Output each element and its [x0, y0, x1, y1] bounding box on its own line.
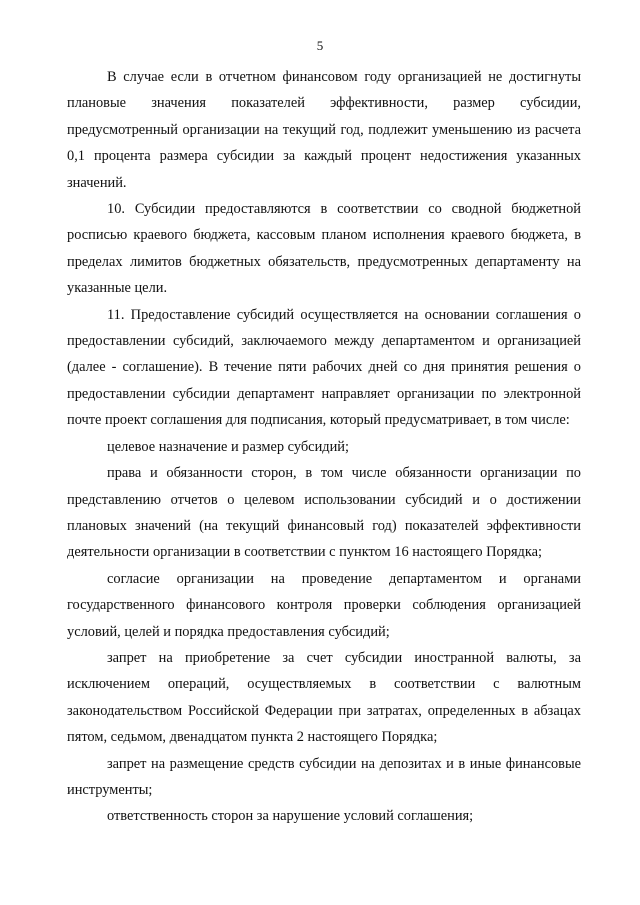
paragraph-audit-consent: согласие организации на проведение департаментом и органами государственного финансового контроля проверки соблюдения организацией условий, целей и порядка предоставления субсидий; — [67, 570, 581, 640]
paragraph-deposit-ban: запрет на размещение средств субсидии на депозитах и в иные финансовые инструменты; — [67, 755, 581, 798]
paragraph-currency-ban: запрет на приобретение за счет субсидии иностранной валюты, за исключением операций, осуществляемых в соответствии с валютным законодательством Российской Федерации при затратах, определенных в абзацах пятом, седьмом, двенадцатом пункта 2 настоящего Порядка; — [67, 649, 581, 746]
paragraph-rights-and-obligations: права и обязанности сторон, в том числе обязанности организации по представлению отчетов о целевом использовании субсидий и о достижении плановых значений (на текущий финансовый год) показателей эффективности деятельности организации в соответствии с пунктом 16 настоящего Порядка; — [67, 465, 581, 561]
paragraph-liability: ответственность сторон за нарушение условий соглашения; — [107, 808, 474, 825]
paragraph-item-10: 10. Субсидии предоставляются в соответствии со сводной бюджетной росписью краевого бюджета, кассовым планом исполнения краевого бюджета, в пределах лимитов бюджетных обязательств, предусмотренных департаменту на указанные цели. — [67, 201, 581, 297]
page-number: 5 — [316, 38, 324, 53]
paragraph-purpose-and-amount: целевое назначение и размер субсидий; — [107, 438, 349, 455]
paragraph-item-11: 11. Предоставление субсидий осуществляется на основании соглашения о предоставлении субсидий, заключаемого между департаментом и организацией (далее - соглашение). В течение пяти рабочих дней со дня принятия решения о предоставлении субсидии департамент направляет организации по электронной почте проект соглашения для подписания, который предусматривает, в том числе: — [67, 306, 581, 429]
document-body — [67, 64, 581, 830]
paragraph-performance-reduction: В случае если в отчетном финансовом году организацией не достигнуты плановые значения показателей эффективности, размер субсидии, предусмотренный организации на текущий год, подлежит уменьшению из расчета 0,1 процента размера субсидии за каждый процент недостижения указанных значений. — [67, 69, 581, 191]
